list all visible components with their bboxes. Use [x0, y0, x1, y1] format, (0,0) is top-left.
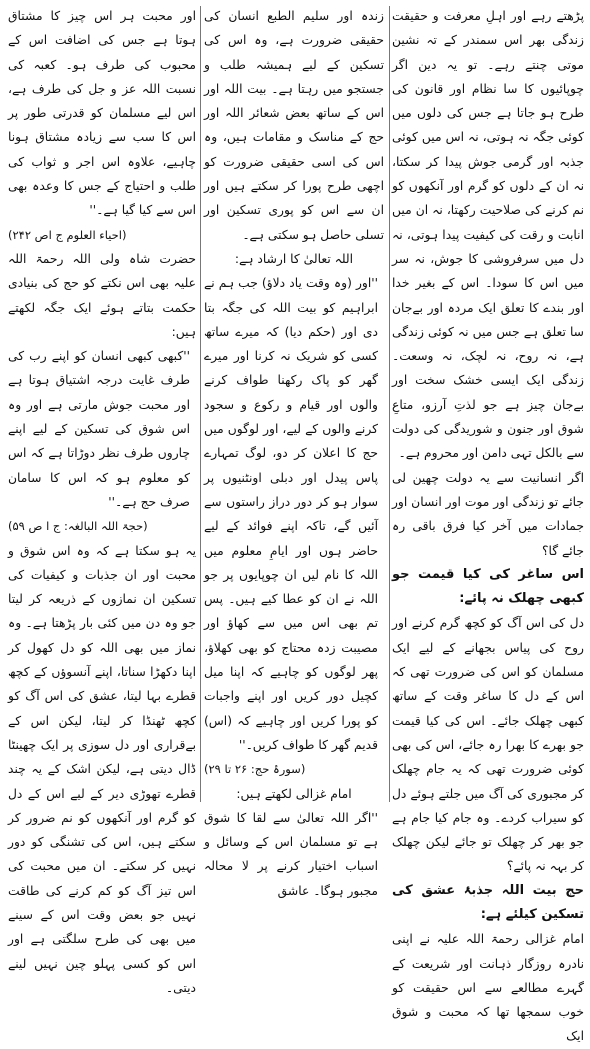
column-left	[8, 4, 196, 995]
paragraph: زندہ اور سلیم الطبع انسان کی حقیقی ضرورت ہے، وہ اس کی تسکین کے لیے ہمیشہ طلب و جستجو میں رہتا ہے۔ بیت اللہ اور اس کے ساتھ بعض شعائر اللہ اور حج کے مناسک و مقامات ہیں، وہ اس کی اسی حقیقی ضرورت کو اچھی طرح پورا کر سکتے ہیں اور ان سے اس کو پوری تسکین اور تسلی حاصل ہو سکتی ہے۔	[204, 9, 384, 242]
column-right	[391, 4, 584, 1044]
paragraph: یہ ہو سکتا ہے کہ وہ اس شوق و محبت اور ان جذبات و کیفیات کی تسکین ان نمازوں کے ذریعہ کر لیتا جو وہ دن میں کئی بار پڑھتا ہے۔ وہ نماز میں بھی اللہ کو دل کھول کر اپنا دکھڑا سناتا، اپنے آنسوؤں کے کچھ قطرے بہا لیتا، عشق کی اس آگ کو کچھ ٹھنڈا کر لیتا، لیکن اس کے بےقراری اور دل سوزی پر ایک چھینٹا ڈال دیتی ہے، لیکن اشک کے یہ چند قطرے تھوڑی دیر کے لیے اس کے دل کو گرم اور آنکھوں کو نم ضرور کر سکتے ہیں، اس کی تشنگی کو دور نہیں کر سکتے۔ ان میں محبت کی اس تیز آگ کو کم کرنے کی طاقت نہیں جو بعض وقت اس کے سینے میں بھی کی طرح سلگتی ہے اور اس کو کسی پہلو چین نہیں لینے دیتی۔	[8, 543, 196, 995]
paragraph: دل کی اس آگ کو کچھ گرم کرنے اور روح کی پیاس بجھانے کے لیے ایک مسلمان کو اس کی ضرورت تھی کہ اس کے دل کا ساغر وقت کے ساتھ کبھی چھلک جائے۔ اس کی کیا قیمت جو بھرے کا بھرا رہ جائے، اس کی بھی کوئی ضرورت تھی کہ یہ جام چھلک کر مجبوری کی آگ میں جلتے ہوئے دل کو سیراب کردے۔ وہ جام کیا جام ہے جو بھر کر چھلک تو جائے لیکن چھلک کر بہہ نہ پائے؟	[392, 616, 584, 874]
reference: (سورۂ حج: ۲۶ تا ۲۹)	[204, 762, 306, 777]
reference: (احیاء العلوم ج اص ۲۴۲)	[8, 227, 127, 242]
quote-intro: امام غزالی لکھتے ہیں:	[236, 786, 352, 801]
column-middle	[204, 4, 384, 898]
quote-intro: اللہ تعالیٰ کا ارشاد ہے:	[234, 251, 354, 266]
section-heading: اس ساغر کی کیا قیمت جو کبھی چھلک نہ پائے:	[392, 566, 584, 607]
column-divider	[389, 6, 390, 802]
paragraph: امام غزالی رحمۃ اللہ علیہ نے اپنی نادرہ روزگار ذہانت اور شریعت کے گہرے مطالعے سے اس حقیقت کو خوب سمجھا تھا کہ محبت و شوق ایک	[392, 932, 584, 1044]
column-divider	[200, 6, 201, 802]
quote: ''کبھی کبھی انسان کو اپنے رب کی طرف غایت درجہ اشتیاق ہوتا ہے اور محبت جوش مارتی ہے اور وہ اس شوق کی تسکین کے لیے اپنے چاروں طرف نظر دوڑاتا ہے کہ اس کو معلوم ہو کہ اس کا سامان صرف حج ہے۔''	[8, 349, 190, 509]
paragraph: پڑھتے رہے اور اہلِ معرفت و حقیقت زندگی بھر اس سمندر کے تہ نشین موتی چنتے رہے۔ تو یہ دین اگر چوپائیوں کا سا نظام اور قانون کی طرح ہو جاتا ہے جس کی دلوں میں کوئی جگہ نہ ہوتی، نہ اس میں کوئی جذبہ اور گرمی جوش پیدا کر سکتا، نہ ان کے دلوں کو گرم اور آنکھوں کو نم کرنے کی صلاحیت رکھتا، نہ ان میں انابت و رقت کی کیفیت پیدا ہوتی، نہ دل میں سرفروشی کا جوش، نہ سر میں اس کا سودا۔ اس کے بغیر خدا اور بندے کا تعلق ایک مردہ اور بےجان سا تعلق ہے جس میں نہ کوئی زندگی ہے، نہ روح، نہ لچک، نہ وسعت۔ زندگی ایک ایسی خشک سخت اور بےجان چیز ہے جو لذتِ آرزو، متاعِ شوق اور جنون و شوریدگی کی دولت سے بالکل تہی دامن اور محروم ہے۔	[392, 9, 584, 461]
paragraph: اور محبت ہر اس چیز کا مشتاق ہوتا ہے جس کی اضافت اس کے محبوب کی طرف ہو۔ کعبہ کی نسبت اللہ عز و جل کی طرف ہے، اس لیے مسلمان کو قدرتی طور پر اس کا سب سے زیادہ مشتاق ہونا چاہیے، علاوہ اس اجر و ثواب کی طلب و احتیاج کے جس کا وعدہ بھی اس سے کیا گیا ہے۔''	[8, 9, 196, 218]
paragraph: اگر انسانیت سے یہ دولت چھین لی جائے تو زندگی اور موت اور انسان اور جمادات میں آخر کیا فرق باقی رہ جائے گا؟	[391, 470, 584, 558]
quote: ''اگر اللہ تعالیٰ سے لقا کا شوق ہے تو مسلمان اس کے وسائل و اسباب اختیار کرنے پر لا محالہ مجبور ہوگا۔ عاشق	[204, 810, 378, 898]
section-heading: حج بیت اللہ جذبۂ عشق کی تسکین کیلئے ہے:	[392, 882, 584, 922]
reference: (حجۃ اللہ البالغہ: ج ا ص ۵۹)	[8, 519, 148, 534]
quran-quote: ''اور (وہ وقت یاد دلاؤ) جب ہم نے ابراہیم کو بیت اللہ کی جگہ بتا دی اور (حکم دیا) کہ میرے ساتھ کسی کو شریک نہ کرنا اور میرے گھر کو پاک رکھنا طواف کرنے والوں اور قیام و رکوع و سجود کرنے والوں کے لیے، اور لوگوں میں حج کا اعلان کر دو، لوگ تمہارے پاس پیدل اور دبلی اونٹنیوں پر سوار ہو کر دور دراز راستوں سے آئیں گے، تاکہ اپنے فوائد کے لیے حاضر ہوں اور ایامِ معلوم میں اللہ کا نام لیں ان چوپایوں پر جو اللہ نے ان کو عطا کیے ہیں۔ پس تم بھی اس میں سے کھاؤ اور مصیبت زدہ محتاج کو بھی کھلاؤ، پھر لوگوں کو چاہیے کہ اپنا میل کچیل دور کریں اور اپنے واجبات کو پورا کریں اور چاہیے کہ (اس) قدیم گھر کا طواف کریں۔''	[204, 276, 378, 752]
paragraph: حضرت شاہ ولی اللہ رحمۃ اللہ علیہ بھی اس نکتے کو حج کی بنیادی حکمت بتاتے ہوئے ایک جگہ لکھتے ہیں:	[8, 251, 196, 339]
